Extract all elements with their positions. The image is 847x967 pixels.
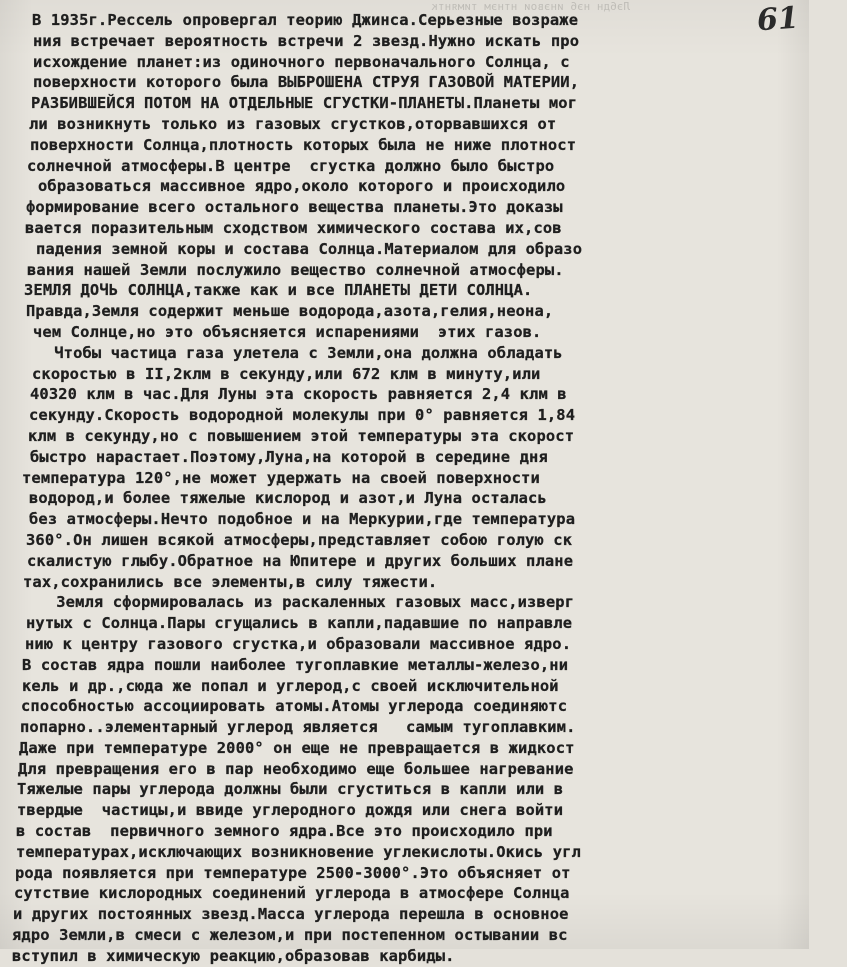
text-line: скоростью в II,2клм в секунду,или 672 клм в минуту,или bbox=[32, 364, 541, 383]
typewritten-text bbox=[0, 10, 809, 967]
text-line: и других постоянных звезд.Масса углерода перешла в основное bbox=[13, 905, 569, 924]
text-line: вается поразительным сходством химического состава их,сов bbox=[25, 218, 562, 237]
text-line: Правда,Земля содержит меньше водорода,азота,гелия,неона, bbox=[26, 302, 554, 321]
text-line: ядро Земли,в смеси с железом,и при постепенном остывании вс bbox=[12, 926, 568, 945]
text-line: Тяжелые пары углерода должны были сгуститься в капли или в bbox=[17, 780, 564, 799]
text-line: вания нашей Земли послужило вещество солнечной атмосферы. bbox=[27, 260, 564, 279]
text-line: Даже при температуре 2000° он еще не превращается в жидкост bbox=[19, 738, 575, 757]
text-line: падения земной коры и состава Солнца.Материалом для образо bbox=[36, 239, 583, 258]
page-number: 61 bbox=[756, 0, 801, 39]
text-line: сутствие кислородных соединений углерода в атмосфере Солнца bbox=[14, 884, 570, 903]
text-line: температурах,исключающих возникновение углекислоты.Окись угл bbox=[16, 842, 581, 861]
text-line: 360°.Он лишен всякой атмосферы,представляет собою голую ск bbox=[26, 530, 573, 549]
text-line: в состав первичного земного ядра.Все это происходило при bbox=[16, 822, 553, 841]
text-line: образоваться массивное ядро,около которого и происходило bbox=[38, 177, 566, 196]
text-line: РАЗБИВШЕЙСЯ ПОТОМ НА ОТДЕЛЬНЫЕ СГУСТКИ-ПЛАНЕТЫ.Планеты мог bbox=[31, 94, 578, 113]
text-line: скалистую глыбу.Обратное на Юпитере и других больших плане bbox=[27, 551, 574, 570]
text-line: без атмосферы.Нечто подобное и на Меркурии,где температура bbox=[29, 510, 576, 529]
text-line: быстро нарастает.Поэтому,Луна,на которой в середине дня bbox=[30, 447, 548, 466]
text-line: солнечной атмосферы.В центре сгустка должно было быстро bbox=[27, 156, 555, 175]
text-line: ли возникнуть только из газовых сгустков,оторвавшихся от bbox=[29, 114, 557, 133]
text-line: твердые частицы,и ввиде углеродного дождя или снега войти bbox=[17, 801, 564, 820]
text-line: поверхности Солнца,плотность которых была не ниже плотност bbox=[30, 135, 577, 154]
text-line: формирование всего остального вещества планеты.Это доказы bbox=[26, 198, 563, 217]
text-line: секунду.Скорость водородной молекулы при 0° равняется 1,84 bbox=[29, 406, 576, 425]
text-line: ния встречает вероятность встречи 2 звезд.Нужно искать про bbox=[33, 31, 580, 50]
text-line: Для превращения его в пар необходимо еще большее нагревание bbox=[18, 759, 574, 778]
text-line: нию к центру газового сгустка,и образовали массивное ядро. bbox=[25, 634, 572, 653]
bleed-through-text: Лэ6дн нэ6 инэвои нтнэм тимянтк bbox=[431, 0, 630, 13]
text-line: В 1935г.Рессель опровергал теорию Джинса.Серьезные возраже bbox=[32, 11, 579, 29]
text-line: вступил в химическую реакцию,образовав карбиды. bbox=[12, 946, 455, 965]
text-line: Чтобы частица газа улетела с Земли,она должна обладать bbox=[26, 343, 563, 362]
text-line: ЗЕМЛЯ ДОЧЬ СОЛНЦА,также как и все ПЛАНЕТЫ ДЕТИ СОЛНЦА. bbox=[24, 281, 533, 300]
text-line: тах,сохранились все элементы,в силу тяжести. bbox=[23, 572, 438, 591]
text-line: способностью ассоциировать атомы.Атомы углерода соединяютс bbox=[21, 697, 568, 716]
text-line: нутых с Солнца.Пары сгущались в капли,падавшие по направле bbox=[26, 614, 573, 633]
text-line: поверхности которого была ВЫБРОШЕНА СТРУЯ ГАЗОВОЙ МАТЕРИИ, bbox=[33, 73, 580, 92]
text-line: 40320 клм в час.Для Луны эта скорость равняется 2,4 клм в bbox=[30, 385, 567, 404]
text-line: клм в секунду,но с повышением этой температуры эта скорост bbox=[28, 426, 575, 445]
text-line: В состав ядра пошли наиболее тугоплавкие металлы-железо,ни bbox=[22, 655, 569, 674]
text-line: водород,и более тяжелые кислород и азот,и Луна осталась bbox=[29, 489, 547, 508]
text-line: рода появляется при температуре 2500-3000°.Это объясняет от bbox=[15, 863, 571, 882]
text-line: чем Солнце,но это объясняется испарениями этих газов. bbox=[33, 322, 542, 341]
text-line: Земля сформировалась из раскаленных газовых масс,изверг bbox=[28, 593, 575, 612]
text-line: попарно..элементарный углерод является самым тугоплавким. bbox=[20, 718, 576, 737]
text-line: исхождение планет:из одиночного первоначального Солнца, с bbox=[33, 52, 570, 71]
text-line: температура 120°,не может удержать на своей поверхности bbox=[22, 468, 540, 487]
text-line: кель и др.,сюда же попал и углерод,с своей исключительной bbox=[22, 676, 559, 695]
